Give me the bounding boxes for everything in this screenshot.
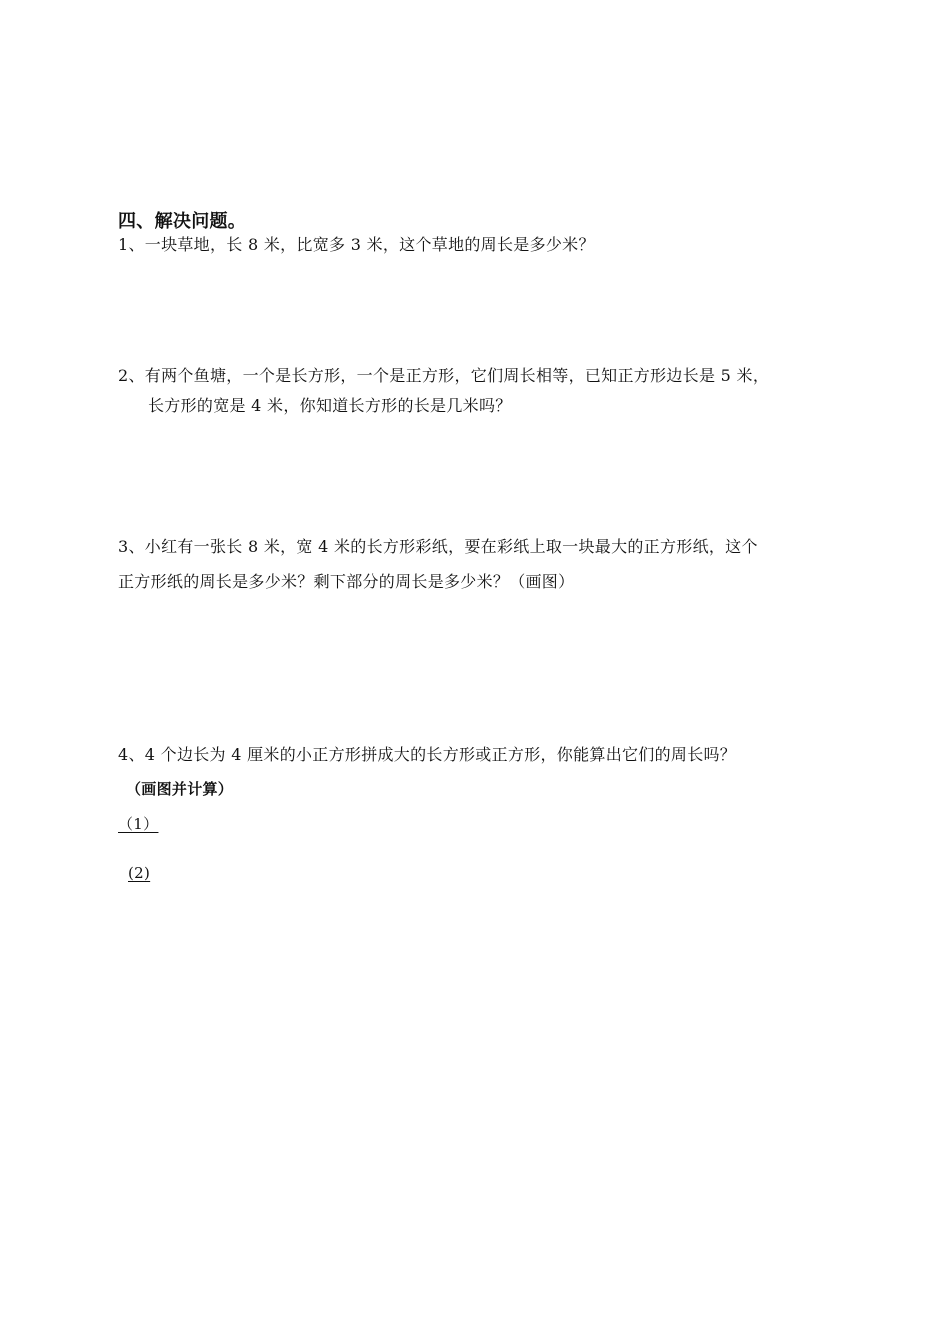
question-4-part-2: (2) [128, 864, 151, 882]
question-4-note: （画图并计算） [126, 780, 234, 798]
question-3-line-2: 正方形纸的周长是多少米？剩下部分的周长是多少米？（画图） [118, 572, 575, 591]
question-4-line-1: 4、4 个边长为 4 厘米的小正方形拼成大的长方形或正方形，你能算出它们的周长吗？ [118, 745, 737, 764]
question-2-line-2: 长方形的宽是 4 米，你知道长方形的长是几米吗？ [148, 396, 512, 415]
question-2-line-1: 2、有两个鱼塘，一个是长方形，一个是正方形，它们周长相等，已知正方形边长是 5 米， [118, 366, 770, 385]
question-4-part-1: （1） [118, 815, 159, 833]
question-1-line-1: 1、一块草地，长 8 米，比宽多 3 米，这个草地的周长是多少米？ [118, 235, 595, 254]
question-3-line-1: 3、小红有一张长 8 米，宽 4 米的长方形彩纸，要在彩纸上取一块最大的正方形纸，这个 [118, 537, 758, 556]
section-heading: 四、解决问题。 [118, 211, 247, 232]
